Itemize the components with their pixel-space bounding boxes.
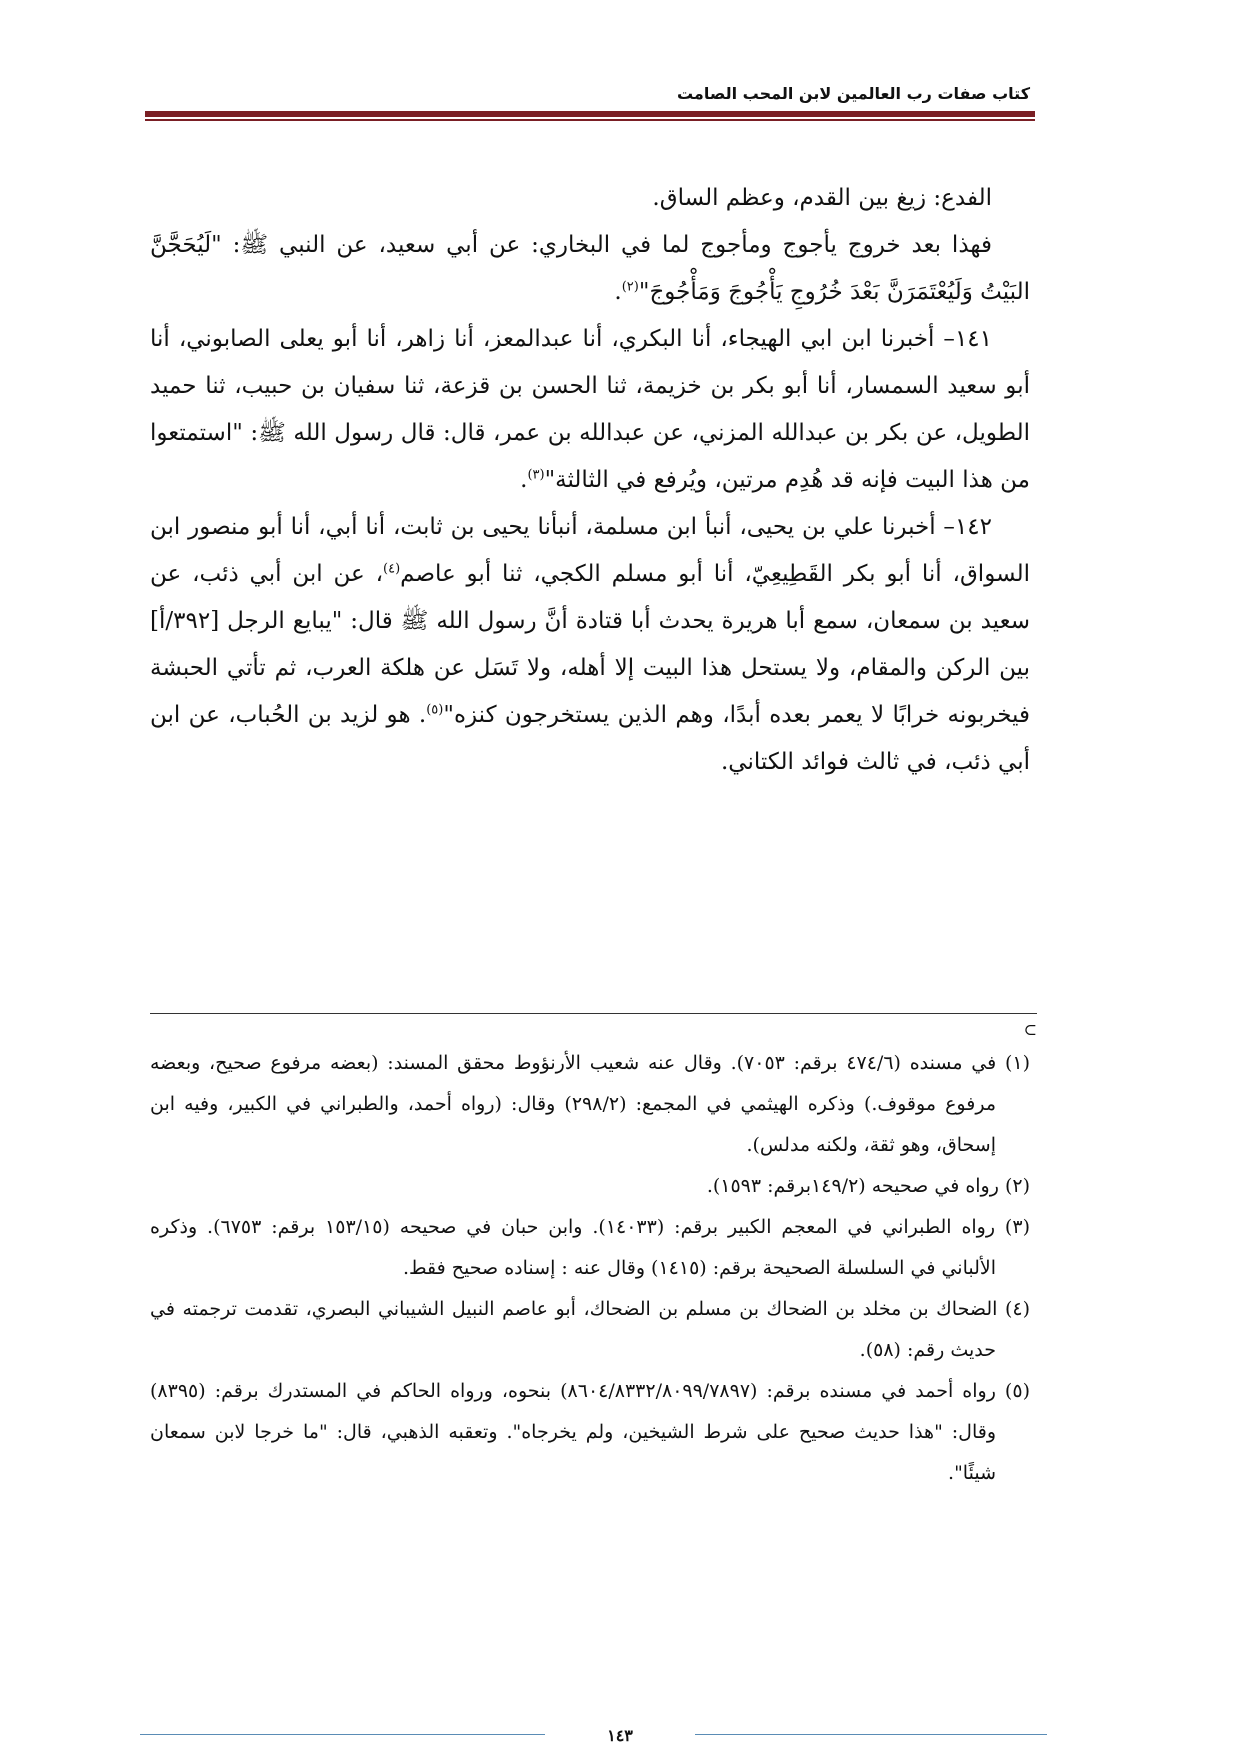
footnote-ref: (٢) — [621, 279, 639, 295]
paragraph-text: ١٤١– أخبرنا ابن ابي الهيجاء، أنا البكري، أنا عبدالمعز، أنا زاهر، أنا أبو يعلى الصابوني، أنا أبو سعيد السمسار، أنا أبو بكر بن خزيمة، ثنا الحسن بن قزعة، ثنا سفيان بن حبيب، ثنا حميد الطويل، عن بكر بن عبدالله المزني، عن عبدالله بن عمر، قال: قال رسول الله ﷺ: "استمتعوا من هذا البيت فإنه قد هُدِم مرتين، ويُرفع في الثالثة" — [150, 326, 1030, 493]
paragraph-end: . — [520, 467, 528, 493]
paragraph-text: . هو لزيد بن الحُباب، عن ابن أبي ذئب، في ثالث فوائد الكتاني. — [150, 702, 1030, 775]
footnote-ref: (٣) — [527, 467, 545, 483]
footnote-4: (٤) الضحاك بن مخلد بن الضحاك بن مسلم بن الضحاك، أبو عاصم النبيل الشيباني البصري، تقدمت ترجمته في حديث رقم: (٥٨). — [150, 1298, 1030, 1361]
main-text — [150, 175, 1030, 786]
paragraph-text: ١٤٢– أخبرنا علي بن يحيى، أنبأ ابن مسلمة، أنبأنا يحيى بن ثابت، أنا أبي، أنا أبو منصور ابن السواق، أنا أبو بكر القَطِيعِيّ، أنا أبو مسلم الكجي، ثنا أبو عاصم — [150, 514, 1030, 587]
paragraph-yajuj — [150, 222, 1030, 316]
header-rule-thin — [145, 119, 1035, 121]
page-number: ١٤٣ — [607, 1726, 633, 1745]
footnotes — [150, 1043, 1030, 1494]
footnote-ref: (٥) — [426, 702, 444, 718]
header-rule-thick — [145, 111, 1035, 117]
paragraph-text: فهذا بعد خروج يأجوج ومأجوج لما في البخاري: عن أبي سعيد، عن النبي ﷺ: "لَيُحَجَّنَّ البَيْتُ وَلَيُعْتَمَرَنَّ بَعْدَ خُرُوجِ يَأْجُوجَ وَمَأْجُوجَ" — [150, 232, 1030, 305]
paragraph-text: ، عن ابن أبي ذئب، عن سعيد بن سمعان، سمع أبا هريرة يحدث أبا قتادة أنَّ رسول الله ﷺ قال: "يبايع الرجل [٣٩٢/أ] بين الركن والمقام، ولا يستحل هذا البيت إلا أهله، ولا تَسَل عن هلكة العرب، ثم تأتي الحبشة فيخربونه خرابًا لا يعمر بعده أبدًا، وهم الذين يستخرجون كنزه" — [150, 561, 1030, 728]
footnote-ref: (٤) — [383, 561, 401, 577]
running-header-title: كتاب صفات رب العالمين لابن المحب الصامت — [676, 84, 1030, 103]
footer-rule-right — [695, 1734, 1047, 1735]
footnote-1: (١) في مسنده (٤٧٤/٦ برقم: ٧٠٥٣). وقال عنه شعيب الأرنؤوط محقق المسند: (بعضه مرفوع صحيح، وبعضه مرفوع موقوف.) وذكره الهيثمي في المجمع: (٢٩٨/٢) وقال: (رواه أحمد، والطبراني في الكبير، وفيه ابن إسحاق، وهو ثقة، ولكنه مدلس). — [150, 1052, 1031, 1156]
hadith-141 — [150, 316, 1030, 504]
footnote-3: (٣) رواه الطبراني في المعجم الكبير برقم: (١٤٠٣٣). وابن حبان في صحيحه (١٥٣/١٥ برقم: ٦٧٥٣). وذكره الألباني في السلسلة الصحيحة برقم: (١٤١٥) وقال عنه : إسناده صحيح فقط. — [150, 1216, 1030, 1279]
footer-rule-left — [140, 1734, 545, 1735]
paragraph-fada: الفدع: زيغ بين القدم، وعظم الساق. — [652, 185, 992, 211]
paragraph-end: . — [614, 279, 622, 305]
hadith-142 — [150, 504, 1030, 786]
footnote-separator — [150, 1013, 1037, 1014]
footnote-2: (٢) رواه في صحيحه (١٤٩/٢برقم: ١٥٩٣). — [706, 1175, 1030, 1197]
footnote-5: (٥) رواه أحمد في مسنده برقم: (٨٦٠٤/٨٣٣٢/٨٠٩٩/٧٨٩٧) بنحوه، ورواه الحاكم في المستدرك برقم: (٨٣٩٥) وقال: "هذا حديث صحيح على شرط الشيخين، ولم يخرجاه". وتعقبه الذهبي، قال: "ما خرجا لابن سمعان شيئًا". — [150, 1380, 1030, 1484]
footnote-marker: ⊃ — [1023, 1020, 1037, 1039]
